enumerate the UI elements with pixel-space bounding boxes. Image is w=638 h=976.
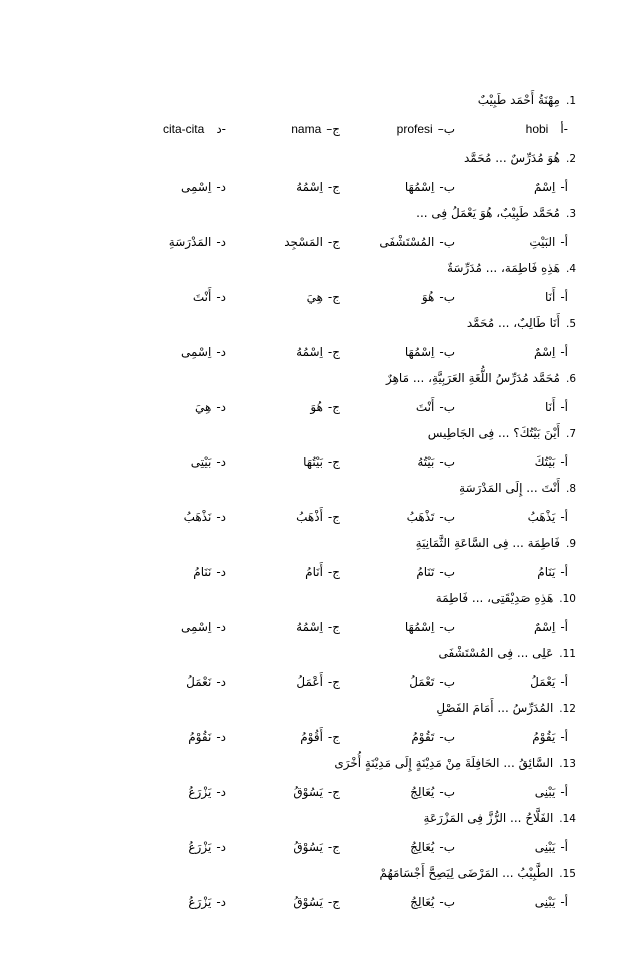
option-label: ج- bbox=[327, 729, 340, 744]
option-label: ج- bbox=[327, 564, 340, 579]
option-value: اِسْمُهُ bbox=[296, 619, 323, 634]
question-2-option-c bbox=[296, 178, 340, 196]
option-label: ج- bbox=[327, 619, 340, 634]
option-value: يَبْنِى bbox=[534, 894, 556, 909]
option-value: نَنَامُ bbox=[193, 564, 212, 579]
option-value: تَعْمَلُ bbox=[409, 674, 435, 689]
option-value: هِيَ bbox=[194, 399, 212, 414]
question-9-option-a bbox=[537, 563, 568, 581]
option-label: د- bbox=[216, 729, 226, 744]
option-label: ب- bbox=[439, 399, 455, 414]
question-3-option-d bbox=[169, 233, 226, 251]
question-13-option-c bbox=[293, 783, 340, 801]
option-value: cita-cita bbox=[162, 121, 205, 136]
option-label: أ- bbox=[560, 121, 568, 136]
question-number: 6. bbox=[565, 373, 576, 385]
question-5 bbox=[467, 314, 576, 332]
option-value: اِسْمٌ bbox=[533, 344, 556, 359]
option-value: يَزْرَعُ bbox=[188, 894, 212, 909]
option-value: يَسُوْقُ bbox=[293, 894, 323, 909]
option-label: د- bbox=[216, 564, 226, 579]
option-label: د- bbox=[216, 344, 226, 359]
question-1-option-d bbox=[163, 120, 226, 138]
option-label: ج- bbox=[327, 454, 340, 469]
option-value: nama bbox=[291, 121, 322, 136]
option-label: ج- bbox=[327, 234, 340, 249]
option-value: هِيَ bbox=[306, 289, 323, 304]
question-text: الطَّبِيْبُ ... المَرْضَى لِيَصِحَّ أَجْسَامَهُمْ bbox=[379, 866, 554, 880]
option-value: يُعَالِجُ bbox=[410, 839, 435, 854]
option-value: اِسْمِى bbox=[180, 179, 212, 194]
option-value: يَبْنِى bbox=[534, 784, 556, 799]
option-value: هُوَ bbox=[421, 289, 435, 304]
question-12-option-a bbox=[532, 728, 568, 746]
question-number: 8. bbox=[565, 483, 576, 495]
option-value: تَقُوْمُ bbox=[411, 729, 435, 744]
question-number: 2. bbox=[565, 153, 576, 165]
option-value: اِسْمِى bbox=[180, 344, 212, 359]
option-value: اِسْمِى bbox=[180, 619, 212, 634]
question-9-option-d bbox=[193, 563, 226, 581]
option-value: hobi bbox=[525, 121, 549, 136]
question-11-option-a bbox=[530, 673, 568, 691]
question-number: 4. bbox=[565, 263, 576, 275]
question-number: 12. bbox=[559, 703, 576, 715]
question-14-option-d bbox=[188, 838, 226, 856]
option-label: ب- bbox=[439, 729, 455, 744]
option-label: ج- bbox=[327, 839, 340, 854]
question-10-option-b bbox=[405, 618, 455, 636]
question-1-option-b bbox=[397, 120, 455, 138]
option-label: ب- bbox=[439, 344, 455, 359]
question-15-option-d bbox=[188, 893, 226, 911]
question-11-option-d bbox=[186, 673, 226, 691]
option-value: أَنَا bbox=[544, 289, 556, 304]
option-value: يَعْمَلُ bbox=[530, 674, 556, 689]
question-11-option-b bbox=[409, 673, 455, 691]
question-7-option-a bbox=[535, 453, 568, 471]
question-text: هُوَ مُدَرِّسٌ ... مُحَمَّد bbox=[463, 151, 560, 165]
option-label: ج- bbox=[327, 674, 340, 689]
question-13-option-a bbox=[535, 783, 568, 801]
option-value: هُوَ bbox=[310, 399, 323, 414]
question-1 bbox=[478, 91, 576, 109]
question-8-option-a bbox=[528, 508, 568, 526]
option-label: ج- bbox=[327, 894, 340, 909]
option-value: اِسْمُهُ bbox=[296, 179, 323, 194]
option-label: أ- bbox=[560, 399, 568, 414]
option-label: ج- bbox=[327, 179, 340, 194]
question-6-option-b bbox=[416, 398, 455, 416]
question-7-option-c bbox=[303, 453, 340, 471]
question-4-option-a bbox=[545, 288, 568, 306]
option-label: ب- bbox=[439, 564, 455, 579]
question-13 bbox=[334, 754, 576, 772]
question-9-option-c bbox=[305, 563, 340, 581]
question-number: 1. bbox=[565, 95, 576, 107]
option-label: د- bbox=[216, 399, 226, 414]
question-6 bbox=[386, 369, 576, 387]
option-value: يَسُوْقُ bbox=[293, 839, 323, 854]
question-number: 7. bbox=[565, 428, 576, 440]
question-15-option-b bbox=[410, 893, 455, 911]
question-2-option-d bbox=[181, 178, 226, 196]
question-6-option-a bbox=[545, 398, 568, 416]
option-value: أَنْتَ bbox=[192, 289, 212, 304]
question-2-option-b bbox=[405, 178, 455, 196]
option-value: المَسْجِد bbox=[284, 234, 323, 249]
question-13-option-d bbox=[188, 783, 226, 801]
option-label: ب- bbox=[439, 839, 455, 854]
question-5-option-b bbox=[405, 343, 455, 361]
question-10-option-d bbox=[181, 618, 226, 636]
option-value: يَسُوْقُ bbox=[293, 784, 323, 799]
question-5-option-c bbox=[296, 343, 340, 361]
question-12-option-c bbox=[300, 728, 340, 746]
option-label: ج- bbox=[327, 399, 340, 414]
question-2-option-a bbox=[534, 178, 568, 196]
option-value: يَنَامُ bbox=[537, 564, 556, 579]
question-9-option-b bbox=[416, 563, 455, 581]
question-11-option-c bbox=[296, 673, 340, 691]
option-label: د- bbox=[216, 839, 226, 854]
option-label: د- bbox=[216, 894, 226, 909]
question-10-option-a bbox=[534, 618, 568, 636]
question-text: مُحَمَّد مُدَرِّسُ اللُّغَةِ العَرَبِيَّةِ، ... مَاهِرٌ bbox=[385, 371, 560, 385]
option-value: تَنَامُ bbox=[416, 564, 435, 579]
option-label: ب- bbox=[439, 454, 455, 469]
question-text: مِهْنَةُ أَحْمَد طَبِيْبٌ bbox=[477, 93, 560, 107]
question-3 bbox=[416, 204, 576, 222]
question-12 bbox=[436, 699, 576, 717]
question-9 bbox=[416, 534, 576, 552]
question-number: 15. bbox=[559, 868, 576, 880]
question-12-option-d bbox=[188, 728, 226, 746]
question-6-option-c bbox=[310, 398, 340, 416]
option-label: أ- bbox=[560, 784, 568, 799]
question-3-option-c bbox=[284, 233, 340, 251]
option-label: أ- bbox=[560, 674, 568, 689]
question-15 bbox=[379, 864, 576, 882]
option-value: اِسْمُهُ bbox=[296, 344, 323, 359]
question-text: السَّائِقُ ... الحَافِلَةَ مِنْ مَدِيْنَةٍ إِلَى مَدِيْنَةٍ أُخْرَى bbox=[334, 756, 554, 770]
option-label: أ- bbox=[560, 509, 568, 524]
question-14-option-c bbox=[293, 838, 340, 856]
option-label: ب- bbox=[439, 234, 455, 249]
option-label: ب– bbox=[437, 121, 455, 136]
option-value: البَيْتِ bbox=[529, 234, 556, 249]
question-text: أَنَا طَالِبٌ، ... مُحَمَّد bbox=[466, 316, 560, 330]
option-value: اِسْمٌ bbox=[533, 619, 556, 634]
question-text: المُدَرِّسُ ... أَمَامَ الفَصْلِ bbox=[436, 701, 554, 715]
option-label: د- bbox=[216, 289, 226, 304]
option-value: يَزْرَعُ bbox=[188, 784, 212, 799]
option-label: د- bbox=[216, 121, 226, 136]
question-text: الفَلَّاحُ ... الرُّزَّ فِى المَزْرَعَةِ bbox=[423, 811, 554, 825]
question-14-option-a bbox=[535, 838, 568, 856]
option-label: د- bbox=[216, 674, 226, 689]
question-text: مُحَمَّد طَبِيْبٌ، هُوَ يَعْمَلُ فِى ... bbox=[416, 206, 560, 220]
question-15-option-c bbox=[293, 893, 340, 911]
option-value: نَقُوْمُ bbox=[188, 729, 212, 744]
option-value: المَدْرَسَةِ bbox=[168, 234, 212, 249]
option-value: اِسْمُهَا bbox=[404, 619, 435, 634]
question-4-option-b bbox=[422, 288, 455, 306]
option-value: يَبْنِى bbox=[534, 839, 556, 854]
option-value: نَذْهَبُ bbox=[183, 509, 212, 524]
option-label: أ- bbox=[560, 234, 568, 249]
question-5-option-a bbox=[534, 343, 568, 361]
option-value: أَنَا bbox=[544, 399, 556, 414]
option-value: يُعَالِجُ bbox=[410, 784, 435, 799]
option-label: ب- bbox=[439, 179, 455, 194]
question-15-option-a bbox=[535, 893, 568, 911]
question-7-option-d bbox=[191, 453, 226, 471]
question-text: هَذِهِ فَاطِمَة، ... مُدَرِّسَةٌ bbox=[446, 261, 560, 275]
question-number: 3. bbox=[565, 208, 576, 220]
option-label: ب- bbox=[439, 894, 455, 909]
option-value: تَذْهَبُ bbox=[406, 509, 435, 524]
question-1-option-a bbox=[526, 120, 568, 138]
option-value: بَيْتُهُ bbox=[417, 454, 435, 469]
option-label: ج- bbox=[327, 289, 340, 304]
option-label: أ- bbox=[560, 619, 568, 634]
question-number: 14. bbox=[559, 813, 576, 825]
option-label: ب- bbox=[439, 509, 455, 524]
question-number: 13. bbox=[559, 758, 576, 770]
option-value: يُعَالِجُ bbox=[410, 894, 435, 909]
option-label: د- bbox=[216, 509, 226, 524]
option-label: د- bbox=[216, 234, 226, 249]
option-value: أَنْتَ bbox=[415, 399, 435, 414]
question-8-option-d bbox=[184, 508, 226, 526]
option-value: أَنَامُ bbox=[305, 564, 323, 579]
option-label: أ- bbox=[560, 289, 568, 304]
option-value: بَيْتُهَا bbox=[303, 454, 323, 469]
question-13-option-b bbox=[410, 783, 455, 801]
option-value: اِسْمٌ bbox=[533, 179, 556, 194]
question-11 bbox=[438, 644, 576, 662]
option-value: نَعْمَلُ bbox=[186, 674, 212, 689]
question-8 bbox=[459, 479, 576, 497]
option-value: يَذْهَبُ bbox=[527, 509, 556, 524]
question-5-option-d bbox=[181, 343, 226, 361]
option-value: يَقُوْمُ bbox=[532, 729, 556, 744]
option-value: اِسْمُهَا bbox=[404, 344, 435, 359]
option-label: أ- bbox=[560, 729, 568, 744]
question-7-option-b bbox=[417, 453, 455, 471]
option-label: ج– bbox=[326, 121, 340, 136]
question-4 bbox=[447, 259, 576, 277]
option-label: د- bbox=[216, 179, 226, 194]
option-label: د- bbox=[216, 619, 226, 634]
question-3-option-a bbox=[529, 233, 568, 251]
question-8-option-c bbox=[296, 508, 340, 526]
option-label: ب- bbox=[439, 674, 455, 689]
question-2 bbox=[464, 149, 576, 167]
question-1-option-c bbox=[291, 120, 340, 138]
question-number: 9. bbox=[565, 538, 576, 550]
question-text: أَنْتَ ... إِلَى المَدْرَسَةِ bbox=[459, 481, 560, 495]
question-text: أَيْنَ بَيْتُكَ؟ ... فِى الجَاطِيس bbox=[427, 426, 560, 440]
question-3-option-b bbox=[379, 233, 455, 251]
question-14-option-b bbox=[410, 838, 455, 856]
question-7 bbox=[428, 424, 576, 442]
option-value: أَقُوْمُ bbox=[300, 729, 323, 744]
option-label: ج- bbox=[327, 344, 340, 359]
question-6-option-d bbox=[195, 398, 226, 416]
question-text: فَاطِمَة ... فِى السَّاعَةِ الثَّمَانِيَةِ bbox=[415, 536, 560, 550]
option-value: بَيْتِى bbox=[190, 454, 212, 469]
question-10 bbox=[436, 589, 576, 607]
option-label: أ- bbox=[560, 839, 568, 854]
option-label: أ- bbox=[560, 454, 568, 469]
option-label: أ- bbox=[560, 344, 568, 359]
option-label: ب- bbox=[439, 784, 455, 799]
option-label: ج- bbox=[327, 784, 340, 799]
option-value: profesi bbox=[396, 121, 433, 136]
option-value: يَزْرَعُ bbox=[188, 839, 212, 854]
option-label: د- bbox=[216, 454, 226, 469]
question-10-option-c bbox=[296, 618, 340, 636]
option-label: أ- bbox=[560, 564, 568, 579]
option-label: أ- bbox=[560, 179, 568, 194]
question-number: 11. bbox=[559, 648, 576, 660]
question-number: 5. bbox=[565, 318, 576, 330]
option-label: ب- bbox=[439, 619, 455, 634]
question-text: هَذِهِ صَدِيْقَتِى، ... فَاطِمَة bbox=[435, 591, 554, 605]
question-12-option-b bbox=[411, 728, 455, 746]
question-14 bbox=[424, 809, 576, 827]
option-label: أ- bbox=[560, 894, 568, 909]
option-value: اِسْمُهَا bbox=[404, 179, 435, 194]
option-value: أَذْهَبُ bbox=[296, 509, 323, 524]
question-4-option-c bbox=[307, 288, 340, 306]
question-4-option-d bbox=[193, 288, 226, 306]
question-text: عَلِى ... فِى المُسْتَشْفَى bbox=[438, 646, 554, 660]
question-number: 10. bbox=[559, 593, 576, 605]
option-value: أَعْمَلُ bbox=[296, 674, 323, 689]
option-label: ب- bbox=[439, 289, 455, 304]
option-label: ج- bbox=[327, 509, 340, 524]
option-value: بَيْتُكَ bbox=[534, 454, 556, 469]
question-8-option-b bbox=[407, 508, 455, 526]
option-value: المُسْتَشْفَى bbox=[379, 234, 435, 249]
option-label: د- bbox=[216, 784, 226, 799]
